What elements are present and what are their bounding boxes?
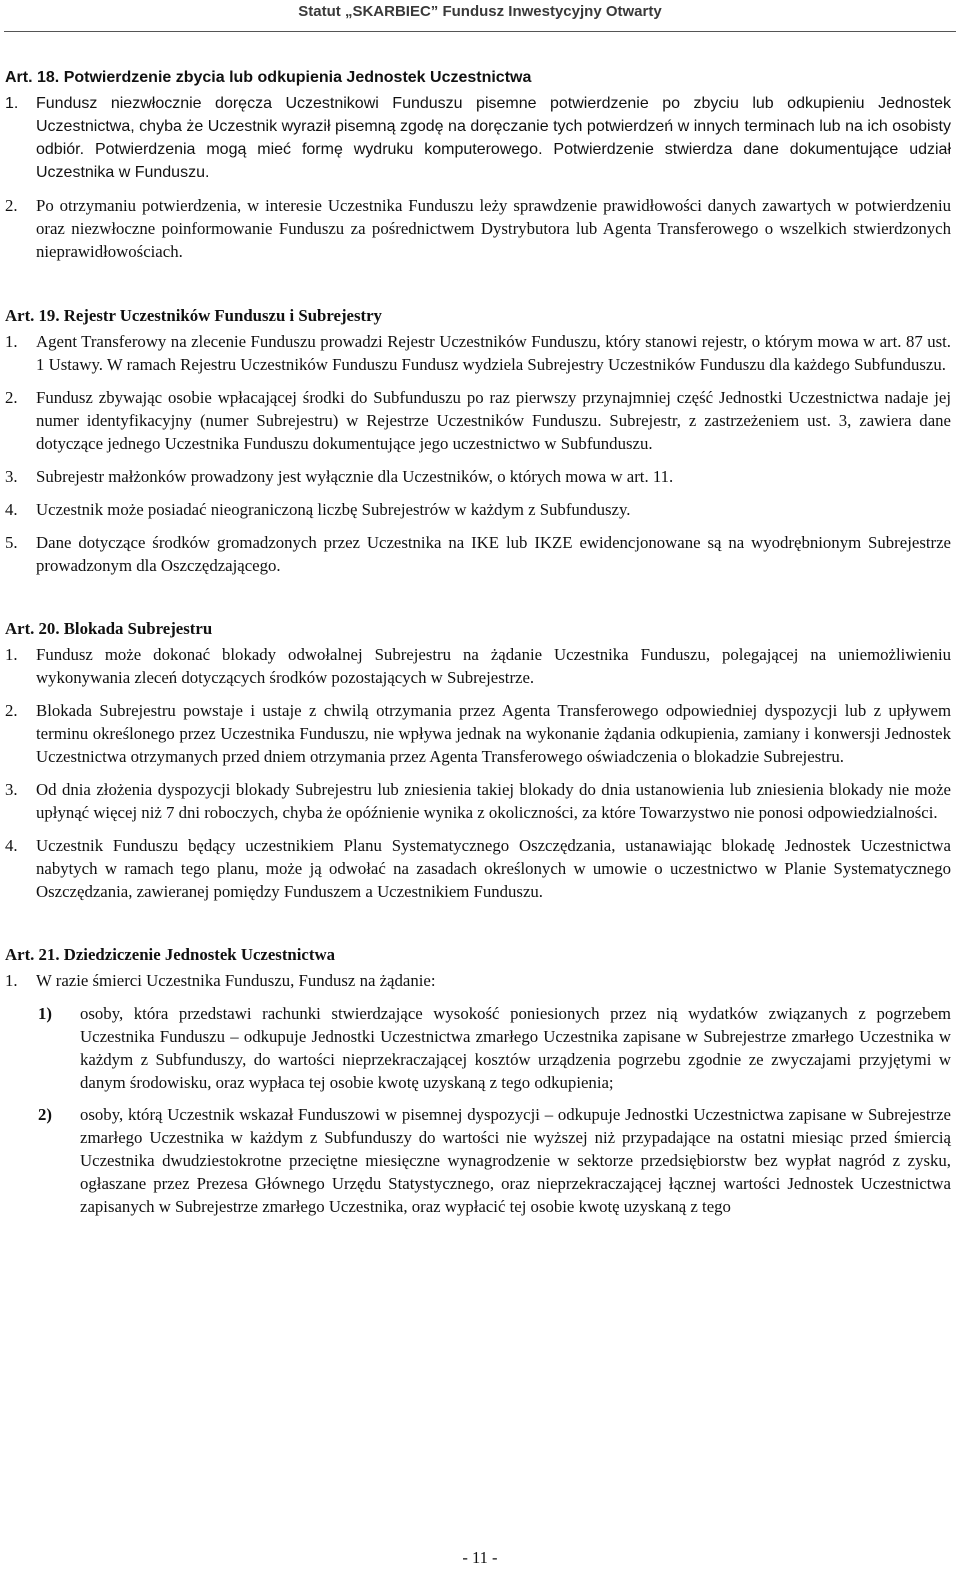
article-number: Art. 21.	[5, 945, 60, 964]
list-item-number: 2)	[38, 1105, 52, 1124]
paragraph-number: 2.	[5, 701, 18, 720]
header-divider	[4, 31, 956, 32]
document-body	[5, 66, 951, 1227]
article-19	[5, 304, 951, 577]
paragraph-text: Agent Transferowy na zlecenie Funduszu prowadzi Rejestr Uczestników Funduszu, który stanowi rejestr, o którym mowa w art. 87 ust. 1 Ustawy. W ramach Rejestru Uczestników Funduszu Fundusz wydziela Subrejestry Uczestników Funduszu dla każdego Subfunduszu.	[36, 332, 951, 374]
page-number: - 11 -	[462, 1548, 498, 1567]
paragraph-text: Dane dotyczące środków gromadzonych przez Uczestnika na IKE lub IKZE ewidencjonowane są na wyodrębnionym Subrejestrze prowadzonym dla Oszczędzającego.	[36, 533, 951, 575]
article-20	[5, 617, 951, 903]
article-heading	[5, 943, 951, 966]
paragraph-number: 4.	[5, 500, 18, 519]
paragraph	[5, 969, 951, 992]
paragraph-number: 2.	[5, 388, 18, 407]
paragraph	[5, 330, 951, 376]
paragraph	[5, 531, 951, 577]
paragraph-text: Fundusz niezwłocznie doręcza Uczestnikowi Funduszu pisemne potwierdzenie po zbyciu lub odkupieniu Jednostek Uczestnictwa, chyba że Uczestnik wyraził pisemną zgodę na doręczanie tych potwierdzeń w innych terminach lub na ich osobisty odbiór. Potwierdzenia mogą mieć formę wydruku komputerowego. Potwierdzenie stwierdza dane dokumentujące udział Uczestnika w Funduszu.	[36, 95, 951, 181]
paragraph-text: Fundusz może dokonać blokady odwołalnej Subrejestru na żądanie Uczestnika Funduszu, polegającej na uniemożliwieniu wykonywania zleceń dotyczących środków pozostających w Subrejestrze.	[36, 645, 951, 687]
paragraph-number: 1.	[5, 971, 18, 990]
paragraph	[5, 386, 951, 455]
paragraph	[5, 699, 951, 768]
paragraph-text: Subrejestr małżonków prowadzony jest wyłącznie dla Uczestników, o których mowa w art. 11.	[36, 467, 674, 486]
article-title: Dziedziczenie Jednostek Uczestnictwa	[63, 945, 335, 964]
list-item-text: osoby, którą Uczestnik wskazał Funduszowi w pisemnej dyspozycji – odkupuje Jednostki Uczestnictwa zapisane w Subrejestrze zmarłego Uczestnika w każdym z Subfunduszy do wartości nie wyższej niż przypadające na ostatni miesiąc przed śmiercią Uczestnika dwudziestokrotne przeciętne miesięczne wynagrodzenie w sektorze przedsiębiorstw bez wypłat nagród z zysku, ogłaszane przez Prezesa Głównego Urzędu Statystycznego, oraz nieprzekraczającej łącznej wartości Jednostek Uczestnictwa zapisanych w Subrejestrze zmarłego Uczestnika, oraz wypłacić tej osobie kwotę uzyskaną z tego	[80, 1105, 951, 1216]
paragraph-text: W razie śmierci Uczestnika Funduszu, Fundusz na żądanie:	[36, 971, 436, 990]
article-heading	[5, 66, 951, 89]
paragraph-text: Blokada Subrejestru powstaje i ustaje z chwilą otrzymania przez Agenta Transferowego odpowiedniej dyspozycji lub z upływem terminu określonego przez Uczestnika Funduszu, nie wpływa jednak na wykonanie żądania odkupienia, zamiany i konwersji Jednostek Uczestnictwa otrzymanych przed dniem otrzymania przez Agenta Transferowego oświadczenia o blokadzie Subrejestru.	[36, 701, 951, 766]
paragraph-text: Od dnia złożenia dyspozycji blokady Subrejestru lub zniesienia takiej blokady do dnia ustanowienia lub zniesienia blokady nie może upłynąć więcej niż 7 dni roboczych, chyba że opóźnienie wynika z okoliczności, za które Towarzystwo nie ponosi odpowiedzialności.	[36, 780, 951, 822]
article-21	[5, 943, 951, 1218]
paragraph	[5, 194, 951, 263]
article-title: Rejestr Uczestników Funduszu i Subrejestry	[63, 306, 382, 325]
article-number: Art. 18.	[5, 69, 60, 86]
paragraph-number: 4.	[5, 836, 18, 855]
article-number: Art. 20.	[5, 619, 60, 638]
list-item	[38, 1002, 951, 1094]
paragraph	[5, 92, 951, 184]
paragraph-number: 2.	[5, 196, 18, 215]
paragraph	[5, 643, 951, 689]
paragraph-number: 1.	[5, 645, 18, 664]
paragraph-text: Po otrzymaniu potwierdzenia, w interesie Uczestnika Funduszu leży sprawdzenie prawidłowości danych zawartych w potwierdzeniu oraz niezwłoczne poinformowanie Funduszu za pośrednictwem Dystrybutora lub Agenta Transferowego o wszelkich stwierdzonych nieprawidłowościach.	[36, 196, 951, 261]
paragraph-text: Uczestnik Funduszu będący uczestnikiem Planu Systematycznego Oszczędzania, ustanawiając blokadę Jednostek Uczestnictwa nabytych w ramach tego planu, może ją odwołać na zasadach określonych w umowie o uczestnictwo w Planie Systematycznego Oszczędzania, zawieranej pomiędzy Funduszem a Uczestnikiem Funduszu.	[36, 836, 951, 901]
paragraph	[5, 465, 951, 488]
paragraph-number: 1.	[5, 332, 18, 351]
article-title: Potwierdzenie zbycia lub odkupienia Jednostek Uczestnictwa	[63, 69, 532, 86]
paragraph-number: 1.	[5, 95, 19, 112]
paragraph	[5, 778, 951, 824]
paragraph	[5, 834, 951, 903]
list-item-text: osoby, która przedstawi rachunki stwierdzające wysokość poniesionych przez nią wydatków związanych z pogrzebem Uczestnika Funduszu – odkupuje Jednostki Uczestnictwa zmarłego Uczestnika zapisane w Subrejestrze zmarłego Uczestnika w każdym z Subfunduszy, do wartości nieprzekraczającej kosztów urządzenia pogrzebu zgodnie ze zwyczajami przyjętymi w danym środowisku, oraz wypłaca tej osobie kwotę uzyskaną z tego odkupienia;	[80, 1004, 951, 1092]
paragraph-number: 5.	[5, 533, 18, 552]
paragraph-text: Fundusz zbywając osobie wpłacającej środki do Subfunduszu po raz pierwszy przynajmniej część Jednostki Uczestnictwa nadaje jej numer identyfikacyjny (numer Subrejestru) w Rejestrze Uczestników Funduszu. Subrejestr, z zastrzeżeniem ust. 3, zawiera dane dotyczące jednego Uczestnika Funduszu dokumentujące jego uczestnictwo w Subfunduszu.	[36, 388, 951, 453]
paragraph	[5, 498, 951, 521]
article-heading	[5, 304, 951, 327]
paragraph-number: 3.	[5, 780, 18, 799]
list-item	[38, 1103, 951, 1218]
paragraph-text: Uczestnik może posiadać nieograniczoną liczbę Subrejestrów w każdym z Subfunduszy.	[36, 500, 631, 519]
article-18	[5, 66, 951, 263]
article-heading	[5, 617, 951, 640]
paragraph-number: 3.	[5, 467, 18, 486]
article-title: Blokada Subrejestru	[63, 619, 213, 638]
running-header: Statut „SKARBIEC” Fundusz Inwestycyjny Otwarty	[298, 3, 662, 20]
article-number: Art. 19.	[5, 306, 60, 325]
list-item-number: 1)	[38, 1004, 52, 1023]
